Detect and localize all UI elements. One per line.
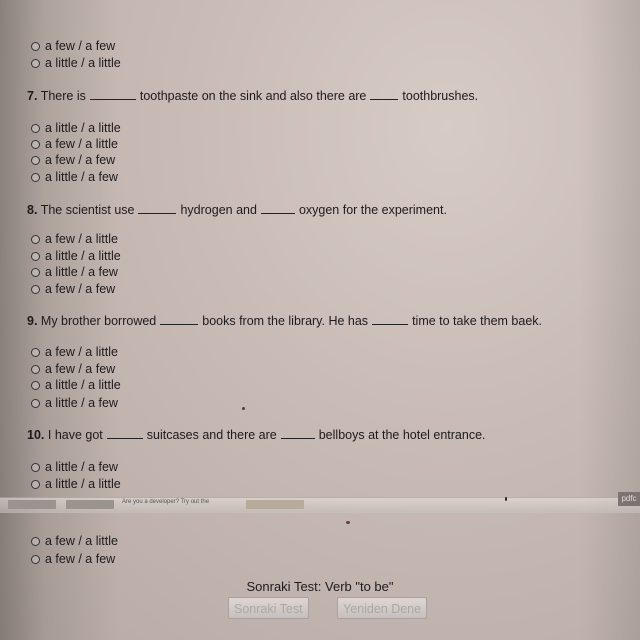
question-text-part: books from the library. He has xyxy=(202,314,369,328)
answer-blank xyxy=(138,203,176,214)
option-label: a few / a little xyxy=(45,345,118,359)
question-text-part: toothpaste on the sink and also there are xyxy=(139,89,367,103)
option-8-3[interactable] xyxy=(31,265,118,279)
answer-blank xyxy=(107,428,143,439)
question-7 xyxy=(27,89,478,103)
radio-icon[interactable] xyxy=(31,399,40,408)
radio-icon[interactable] xyxy=(31,381,40,390)
option-label: a little / a little xyxy=(45,56,121,70)
radio-icon[interactable] xyxy=(31,252,40,261)
answer-blank xyxy=(370,89,398,100)
radio-icon[interactable] xyxy=(31,140,40,149)
speck xyxy=(242,407,245,410)
radio-icon[interactable] xyxy=(31,235,40,244)
answer-blank xyxy=(261,203,295,214)
option-label: a little / a little xyxy=(45,249,121,263)
option-label: a little / a few xyxy=(45,460,118,474)
question-10 xyxy=(27,428,486,442)
ad-block xyxy=(66,500,114,509)
option-label: a little / a few xyxy=(45,396,118,410)
ad-link[interactable] xyxy=(246,500,304,509)
option-7-4[interactable] xyxy=(31,170,118,184)
radio-icon[interactable] xyxy=(31,156,40,165)
option-label: a little / a little xyxy=(45,477,121,491)
option-10-1[interactable] xyxy=(31,460,118,474)
pdf-badge[interactable]: pdfc xyxy=(618,492,640,506)
ad-strip xyxy=(0,494,640,513)
question-text-part: toothbrushes. xyxy=(402,89,479,103)
option-label: a little / a little xyxy=(45,378,121,392)
question-number: 8. xyxy=(27,203,38,217)
question-number: 9. xyxy=(27,314,38,328)
question-text-part: suitcases and there are xyxy=(146,428,277,442)
option-label: a few / a few xyxy=(45,552,116,566)
option-label: a few / a little xyxy=(45,137,118,151)
option-7-2[interactable] xyxy=(31,137,118,151)
question-number: 7. xyxy=(27,89,38,103)
option-8-2[interactable] xyxy=(31,249,121,263)
option-label: a little / a little xyxy=(45,121,121,135)
answer-blank xyxy=(90,89,136,100)
option-9-4[interactable] xyxy=(31,396,118,410)
question-9 xyxy=(27,314,542,328)
radio-icon[interactable] xyxy=(31,480,40,489)
option-7-3[interactable] xyxy=(31,153,115,167)
option-label: a few / a few xyxy=(45,153,116,167)
question-text-part: oxygen for the experiment. xyxy=(298,203,447,217)
radio-icon[interactable] xyxy=(31,42,40,51)
question-text-part: bellboys at the hotel entrance. xyxy=(318,428,486,442)
option-label: a few / a few xyxy=(45,362,116,376)
question-text-part: My brother borrowed xyxy=(40,314,157,328)
option-9-2[interactable] xyxy=(31,362,115,376)
option-label: a few / a few xyxy=(45,39,116,53)
option-10-2[interactable] xyxy=(31,477,121,491)
ad-text: Are you a developer? Try out the xyxy=(122,499,210,505)
radio-icon[interactable] xyxy=(31,173,40,182)
option-label: a few / a little xyxy=(45,534,118,548)
question-text-part: hydrogen and xyxy=(180,203,257,217)
option-7-1[interactable] xyxy=(31,121,121,135)
radio-icon[interactable] xyxy=(31,124,40,133)
radio-icon[interactable] xyxy=(31,348,40,357)
question-text-part: The scientist use xyxy=(40,203,135,217)
option-9-1[interactable] xyxy=(31,345,118,359)
option-label: a little / a few xyxy=(45,265,118,279)
answer-blank xyxy=(281,428,315,439)
radio-icon[interactable] xyxy=(31,537,40,546)
next-test-button[interactable]: Sonraki Test xyxy=(228,597,309,619)
question-text-part: time to take them baek. xyxy=(412,314,542,328)
answer-blank xyxy=(372,314,408,325)
question-text-part: I have got xyxy=(47,428,103,442)
radio-icon[interactable] xyxy=(31,365,40,374)
next-test-title: Sonraki Test: Verb "to be" xyxy=(246,579,394,594)
question-number: 10. xyxy=(27,428,45,442)
option-label: a little / a few xyxy=(45,170,118,184)
option-label: a few / a little xyxy=(45,232,118,246)
option-8-1[interactable] xyxy=(31,232,118,246)
option-10-4[interactable] xyxy=(31,552,115,566)
retry-button[interactable]: Yeniden Dene xyxy=(337,597,427,619)
radio-icon[interactable] xyxy=(31,555,40,564)
option-10-3[interactable] xyxy=(31,534,118,548)
radio-icon[interactable] xyxy=(31,285,40,294)
option-9-3[interactable] xyxy=(31,378,121,392)
option-prev-2[interactable] xyxy=(31,56,121,70)
ad-block xyxy=(8,500,56,509)
question-8 xyxy=(27,203,447,217)
answer-blank xyxy=(160,314,198,325)
speck xyxy=(346,521,350,524)
radio-icon[interactable] xyxy=(31,59,40,68)
speck xyxy=(505,497,507,501)
option-label: a few / a few xyxy=(45,282,116,296)
option-prev-1[interactable] xyxy=(31,39,115,53)
radio-icon[interactable] xyxy=(31,268,40,277)
radio-icon[interactable] xyxy=(31,463,40,472)
option-8-4[interactable] xyxy=(31,282,115,296)
question-text-part: There is xyxy=(40,89,86,103)
